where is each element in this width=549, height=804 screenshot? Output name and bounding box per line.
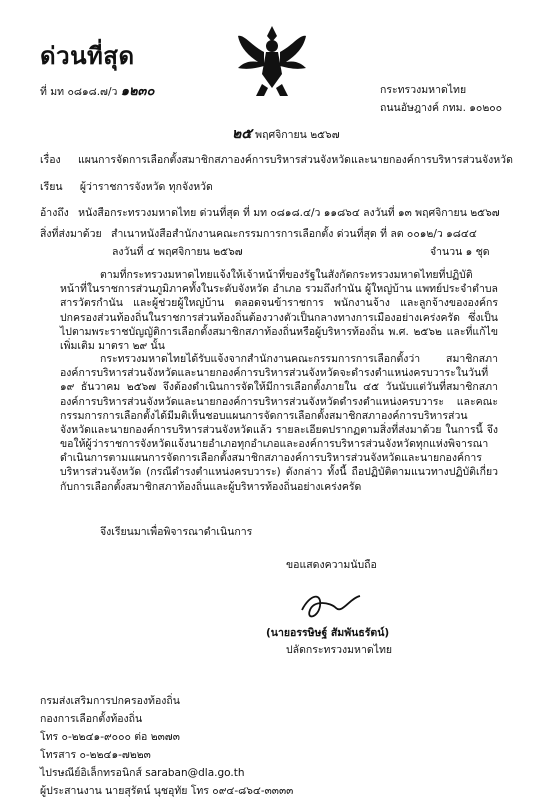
footer-coordinator: ผู้ประสานงาน นายสุรัตน์ นุชอุทัย โทร ๐๙๔-๘๖๔-๓๓๓๓ (40, 785, 294, 797)
ministry-address: ถนนอัษฎางค์ กทม. ๑๐๒๐๐ (380, 102, 503, 114)
ministry-name: กระทรวงมหาดไทย (380, 84, 467, 96)
reference-label: อ้างถึง (40, 207, 69, 219)
footer-email: ไปรษณีย์อิเล็กทรอนิกส์ saraban@dla.go.th (40, 767, 245, 779)
garuda-emblem-icon (234, 22, 310, 102)
enclosure-label: สิ่งที่ส่งมาด้วย (40, 228, 102, 240)
date-month-year: พฤศจิกายน ๒๕๖๗ (255, 129, 340, 141)
document-number (40, 83, 154, 101)
handwritten-signature-icon (296, 588, 366, 624)
enclosure-line (40, 227, 477, 241)
date-day-handwritten: ๒๕ (232, 126, 252, 142)
body-paragraph-3: จึงเรียนมาเพื่อพิจารณาดำเนินการ (100, 526, 253, 538)
footer-department: กรมส่งเสริมการปกครองท้องถิ่น (40, 695, 180, 707)
document-number-prefix: ที่ มท ๐๘๑๘.๗/ว (40, 86, 118, 98)
footer-telephone: โทร ๐-๒๒๔๑-๙๐๐๐ ต่อ ๒๓๗๓ (40, 731, 180, 743)
subject-label: เรื่อง (40, 154, 61, 166)
recipient-label: เรียน (40, 181, 63, 193)
urgency-label: ด่วนที่สุด (40, 42, 135, 70)
enclosure-date: ลงวันที่ ๔ พฤศจิกายน ๒๕๖๗ (112, 246, 243, 258)
closing-regards: ขอแสดงความนับถือ (286, 559, 377, 571)
subject-text: แผนการจัดการเลือกตั้งสมาชิกสภาองค์การบริหารส่วนจังหวัดและนายกองค์การบริหารส่วนจังหวัด (78, 154, 513, 166)
recipient-text: ผู้ว่าราชการจังหวัด ทุกจังหวัด (79, 181, 213, 193)
recipient-line (40, 180, 213, 194)
body-paragraph-1 (60, 268, 498, 353)
reference-text: หนังสือกระทรวงมหาดไทย ด่วนที่สุด ที่ มท ๐๘๑๘.๔/ว ๑๑๘๖๔ ลงวันที่ ๑๓ พฤศจิกายน ๒๕๖๗ (78, 207, 500, 219)
footer-division: กองการเลือกตั้งท้องถิ่น (40, 713, 143, 725)
document-number-handwritten: ๑๒๓๐ (120, 84, 155, 99)
document-date (232, 125, 340, 144)
signer-title: ปลัดกระทรวงมหาดไทย (286, 644, 393, 656)
footer-fax: โทรสาร ๐-๒๒๔๑-๗๒๒๓ (40, 749, 151, 761)
enclosure-text: สำเนาหนังสือสำนักงานคณะกรรมการการเลือกตั้ง ด่วนที่สุด ที่ ลต ๐๐๑๒/ว ๑๘๔๔ (111, 228, 477, 240)
body-paragraph-2-text: กระทรวงมหาดไทยได้รับแจ้งจากสำนักงานคณะกรรมการการเลือกตั้งว่า สมาชิกสภาองค์การบริหารส่วนจังหวัดและนายกองค์การบริหารส่วนจังหวัดจะดำรงตำแหน่งครบวาระในวันที่ ๑๙ ธันวาคม ๒๕๖๗ จึงต้องดำเนินการจัดให้มีการเลือกตั้งภายใน ๔๕ วันนับแต่วันที่สมาชิกสภาองค์การบริหารส่วนจังหวัดและนายกองค์การบริหารส่วนจังหวัดดำรงตำแหน่งครบวาระ และคณะกรรมการการเลือกตั้งได้มีมติเห็นชอบแผนการจัดการเลือกตั้งสมาชิกสภาองค์การบริหารส่วนจังหวัดและนายกองค์การบริหารส่วนจังหวัดแล้ว รายละเอียดปรากฏตามสิ่งที่ส่งมาด้วย ในการนี้ จึงขอให้ผู้ว่าราชการจังหวัดแจ้งนายอำเภอทุกอำเภอและองค์การบริหารส่วนจังหวัดทุกแห่งพิจารณาดำเนินการตามแผนการจัดการเลือกตั้งสมาชิกสภาองค์การบริหารส่วนจังหวัดและนายกองค์การบริหารส่วนจังหวัด (กรณีดำรงตำแหน่งครบวาระ) ดังกล่าว ทั้งนี้ ถือปฏิบัติตามแนวทางปฏิบัติเกี่ยวกับการเลือกตั้งสมาชิกสภาท้องถิ่นและผู้บริหารท้องถิ่นอย่างเคร่งครัด (60, 353, 498, 493)
enclosure-quantity: จำนวน ๑ ชุด (430, 246, 490, 258)
reference-line (40, 206, 500, 220)
signer-name: (นายอรรษิษฐ์ สัมพันธรัตน์) (266, 627, 390, 639)
body-paragraph-2 (60, 352, 498, 494)
body-paragraph-1-text: ตามที่กระทรวงมหาดไทยแจ้งให้เจ้าหน้าที่ของรัฐในสังกัดกระทรวงมหาดไทยที่ปฏิบัติหน้าที่ในราชการส่วนภูมิภาคทั้งในระดับจังหวัด อำเภอ รวมถึงกำนัน ผู้ใหญ่บ้าน แพทย์ประจำตำบล สารวัตรกำนัน และผู้ช่วยผู้ใหญ่บ้าน ตลอดจนข้าราชการ พนักงานจ้าง และลูกจ้างขององค์กรปกครองส่วนท้องถิ่นในราชการส่วนท้องถิ่นต้องวางตัวเป็นกลางทางการเมืองอย่างเคร่งครัด ซึ่งเป็นไปตามพระราชบัญญัติการเลือกตั้งสมาชิกสภาท้องถิ่นหรือผู้บริหารท้องถิ่น พ.ศ. ๒๕๖๒ และที่แก้ไขเพิ่มเติม มาตรา ๒๙ นั้น (60, 269, 498, 352)
subject-line (40, 153, 513, 167)
